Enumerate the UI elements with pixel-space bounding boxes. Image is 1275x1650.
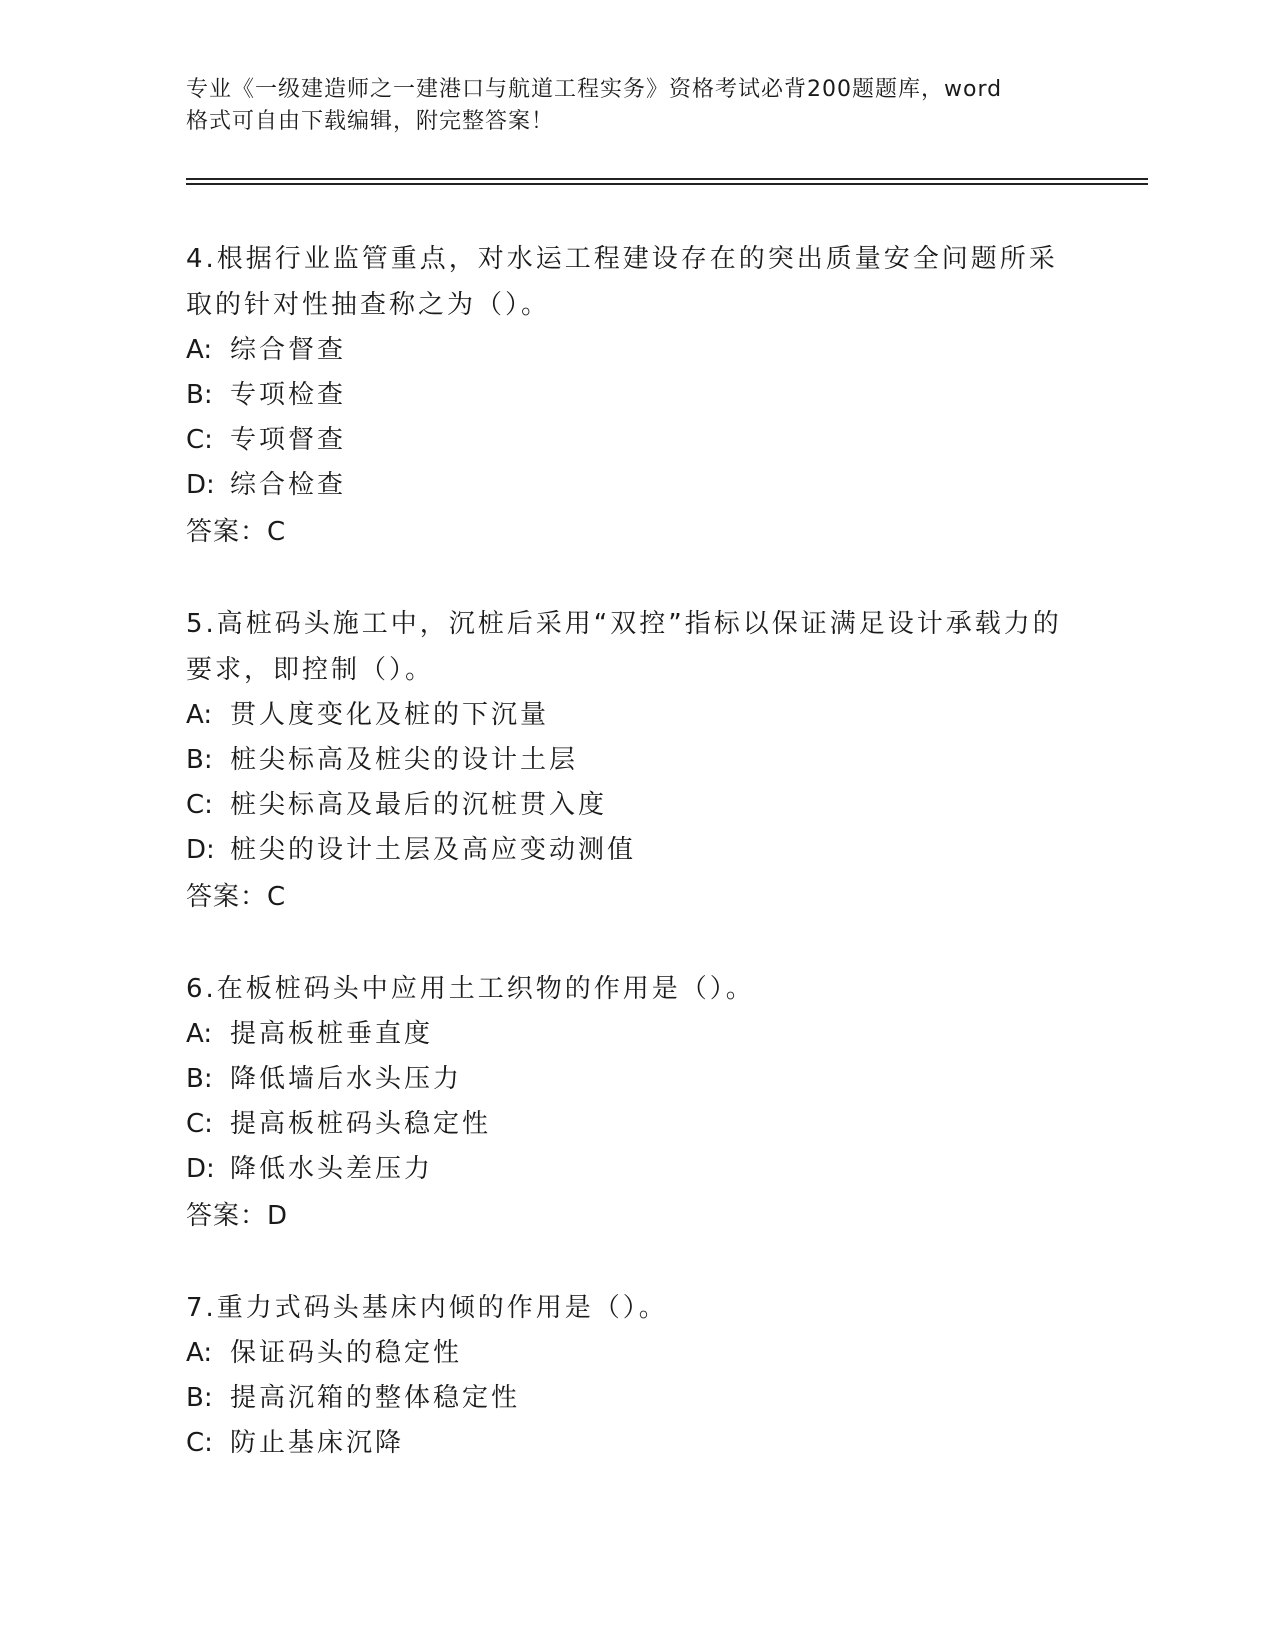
question-stem: 4.根据行业监管重点，对水运工程建设存在的突出质量安全问题所采取的针对性抽查称之为（）。	[186, 244, 1058, 320]
option-text: 专项督查	[230, 425, 347, 455]
option-text: 桩尖标高及桩尖的设计土层	[230, 745, 579, 775]
option-letter: B:	[186, 1383, 213, 1413]
question-stem: 6.在板桩码头中应用土工织物的作用是（）。	[186, 974, 755, 1004]
option-letter: D:	[186, 835, 215, 865]
option-text: 综合检查	[230, 470, 347, 500]
answer-line	[186, 508, 1066, 555]
option-text: 降低水头差压力	[230, 1154, 434, 1184]
document-header	[186, 74, 1066, 138]
option-b	[186, 1057, 1066, 1102]
option-d	[186, 828, 1066, 873]
question-list	[186, 236, 1066, 1512]
option-letter: B:	[186, 380, 213, 410]
option-a	[186, 693, 1066, 738]
question-stem: 5.高桩码头施工中，沉桩后采用“双控”指标以保证满足设计承载力的要求，即控制（）。	[186, 609, 1062, 685]
option-text: 提高板桩码头稳定性	[230, 1109, 492, 1139]
answer-label: 答案：	[186, 516, 268, 546]
option-a	[186, 1012, 1066, 1057]
answer-label: 答案：	[186, 881, 268, 911]
question-stem: 7.重力式码头基床内倾的作用是（）。	[186, 1293, 668, 1323]
option-letter: D:	[186, 1154, 215, 1184]
option-letter: C:	[186, 1109, 213, 1139]
header-divider-bottom	[186, 183, 1148, 185]
option-b	[186, 738, 1066, 783]
option-b	[186, 373, 1066, 418]
option-c	[186, 783, 1066, 828]
option-letter: C:	[186, 790, 213, 820]
question-7	[186, 1285, 1066, 1466]
option-text: 专项检查	[230, 380, 347, 410]
option-text: 贯人度变化及桩的下沉量	[230, 700, 550, 730]
header-divider-top	[186, 178, 1148, 180]
option-text: 提高沉箱的整体稳定性	[230, 1383, 521, 1413]
option-letter: A:	[186, 1338, 213, 1368]
option-text: 综合督查	[230, 335, 347, 365]
option-c	[186, 1421, 1066, 1466]
header-line-2: 格式可自由下载编辑，附完整答案！	[186, 109, 555, 134]
answer-value: C	[267, 517, 287, 547]
header-line-1: 专业《一级建造师之一建港口与航道工程实务》资格考试必背200题题库，word	[186, 77, 1003, 102]
option-text: 降低墙后水头压力	[230, 1064, 463, 1094]
answer-label: 答案：	[186, 1200, 268, 1230]
question-6	[186, 966, 1066, 1239]
answer-value: D	[267, 1201, 289, 1231]
option-letter: B:	[186, 1064, 213, 1094]
option-text: 桩尖的设计土层及高应变动测值	[230, 835, 637, 865]
option-text: 提高板桩垂直度	[230, 1019, 434, 1049]
option-letter: B:	[186, 745, 213, 775]
option-c	[186, 418, 1066, 463]
answer-line	[186, 873, 1066, 920]
answer-value: C	[267, 882, 287, 912]
option-d	[186, 463, 1066, 508]
option-c	[186, 1102, 1066, 1147]
option-letter: C:	[186, 425, 213, 455]
option-letter: C:	[186, 1428, 213, 1458]
option-text: 防止基床沉降	[230, 1428, 405, 1458]
option-letter: A:	[186, 335, 213, 365]
option-letter: D:	[186, 470, 215, 500]
option-a	[186, 1331, 1066, 1376]
option-text: 保证码头的稳定性	[230, 1338, 463, 1368]
option-d	[186, 1147, 1066, 1192]
question-4	[186, 236, 1066, 555]
option-letter: A:	[186, 700, 213, 730]
option-a	[186, 328, 1066, 373]
option-text: 桩尖标高及最后的沉桩贯入度	[230, 790, 608, 820]
option-letter: A:	[186, 1019, 213, 1049]
answer-line	[186, 1192, 1066, 1239]
option-b	[186, 1376, 1066, 1421]
question-5	[186, 601, 1066, 920]
